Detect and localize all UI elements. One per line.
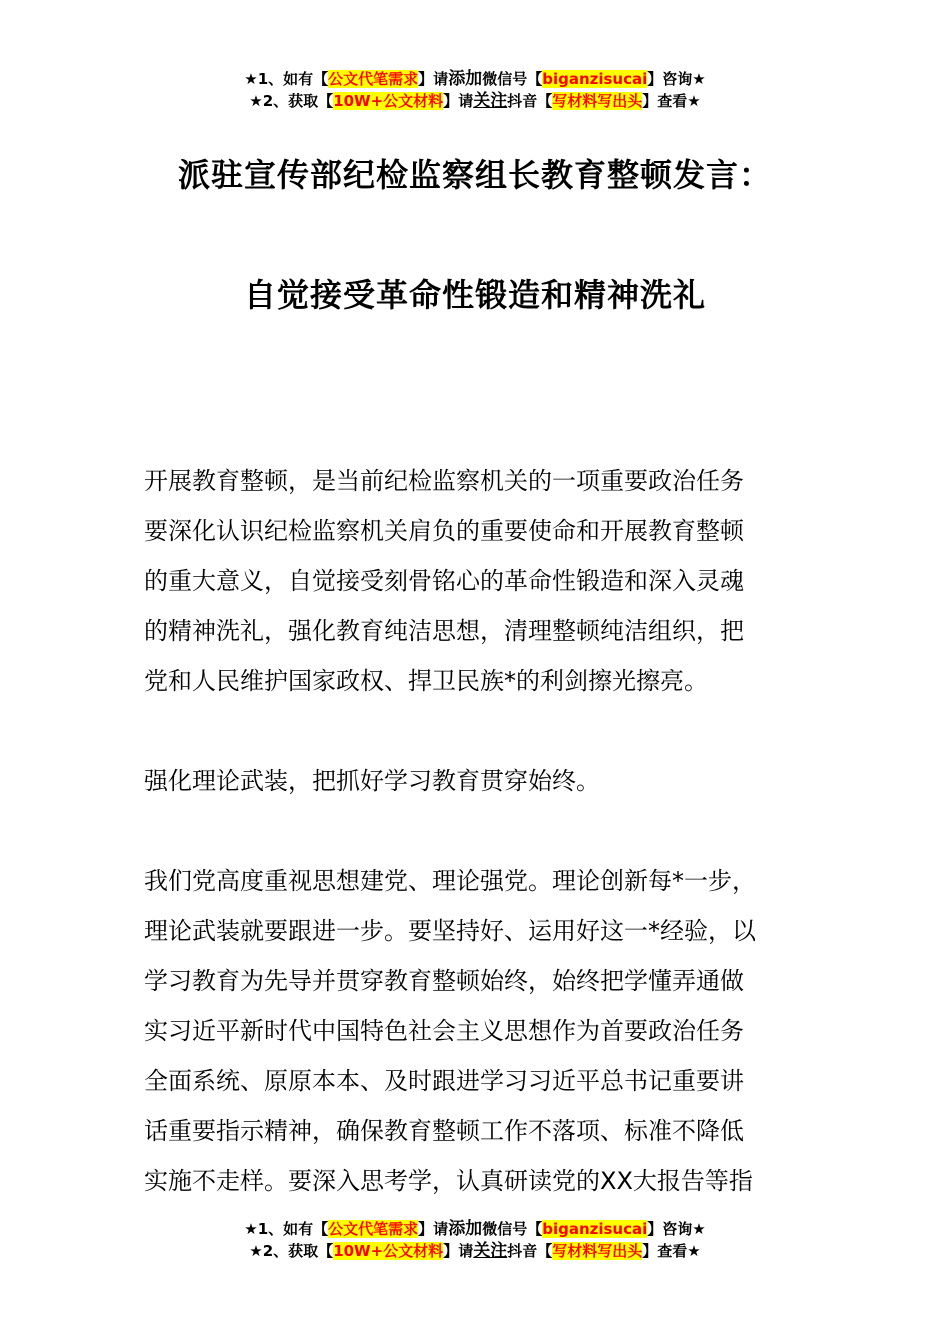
text-line: 学习教育为先导并贯穿教育整顿始终，始终把学懂弄通做 [144,967,744,995]
promo-text: 微信号【 [482,1220,543,1238]
promo-text: 抖音【 [507,92,553,110]
promo-text: 】请 [443,92,474,110]
document-subtitle: 自觉接受革命性锻造和精神洗礼 [243,276,706,314]
promo-text: 】请 [443,1242,474,1260]
promo-text: 】请 [418,70,449,88]
document-title: 派驻宣传部纪检监察组长教育整顿发言： [177,156,772,194]
text-line: 实施不走样。要深入思考学，认真研读党的XX大报告等指 [144,1167,753,1195]
promo-text: ★2、获取【 [249,1242,334,1260]
promo-text: 】咨询★ [647,70,706,88]
promo-text: 抖音【 [507,1242,553,1260]
promo-header [0,68,950,112]
paragraph-intro [144,456,809,706]
promo-line-2 [0,1240,950,1262]
paragraph-body [144,856,809,1206]
promo-line-2 [0,90,950,112]
promo-text: 微信号【 [482,70,543,88]
promo-emphasis: 关注 [473,91,508,111]
promo-text: ★1、如有【 [244,70,329,88]
promo-text: 】查看★ [642,92,701,110]
promo-text: ★2、获取【 [249,92,334,110]
promo-text: 】咨询★ [647,1220,706,1238]
promo-highlight: 10W+公文材料 [333,1242,444,1260]
text-line: 理论武装就要跟进一步。要坚持好、运用好这一*经验，以 [144,917,756,945]
promo-highlight: 公文代笔需求 [328,1220,419,1238]
text-line: 开展教育整顿，是当前纪检监察机关的一项重要政治任务 [144,467,744,495]
promo-emphasis: 添加 [448,69,483,89]
text-line: 实习近平新时代中国特色社会主义思想作为首要政治任务 [144,1017,744,1045]
promo-emphasis: 添加 [448,1219,483,1239]
promo-line-1 [0,68,950,90]
text-line: 强化理论武装，把抓好学习教育贯穿始终。 [144,767,600,795]
promo-text: ★1、如有【 [244,1220,329,1238]
promo-highlight: 10W+公文材料 [333,92,444,110]
text-line: 要深化认识纪检监察机关肩负的重要使命和开展教育整顿 [144,517,744,545]
text-line: 的重大意义，自觉接受刻骨铭心的革命性锻造和深入灵魂 [144,567,744,595]
promo-highlight: 公文代笔需求 [328,70,419,88]
text-line: 的精神洗礼，强化教育纯洁思想，清理整顿纯洁组织，把 [144,617,744,645]
promo-text: 】查看★ [642,1242,701,1260]
wechat-id: biganzisucai [542,1220,648,1238]
douyin-account: 写材料写出头 [552,1242,643,1260]
douyin-account: 写材料写出头 [552,92,643,110]
text-line: 我们党高度重视思想建党、理论强党。理论创新每*一步， [144,867,756,895]
paragraph-heading [144,756,809,806]
promo-text: 】请 [418,1220,449,1238]
text-line: 全面系统、原原本本、及时跟进学习习近平总书记重要讲 [144,1067,744,1095]
text-line: 党和人民维护国家政权、捍卫民族*的利剑擦光擦亮。 [144,667,708,695]
wechat-id: biganzisucai [542,70,648,88]
promo-emphasis: 关注 [473,1241,508,1261]
promo-line-1 [0,1218,950,1240]
text-line: 话重要指示精神，确保教育整顿工作不落项、标准不降低 [144,1117,744,1145]
promo-footer [0,1218,950,1262]
